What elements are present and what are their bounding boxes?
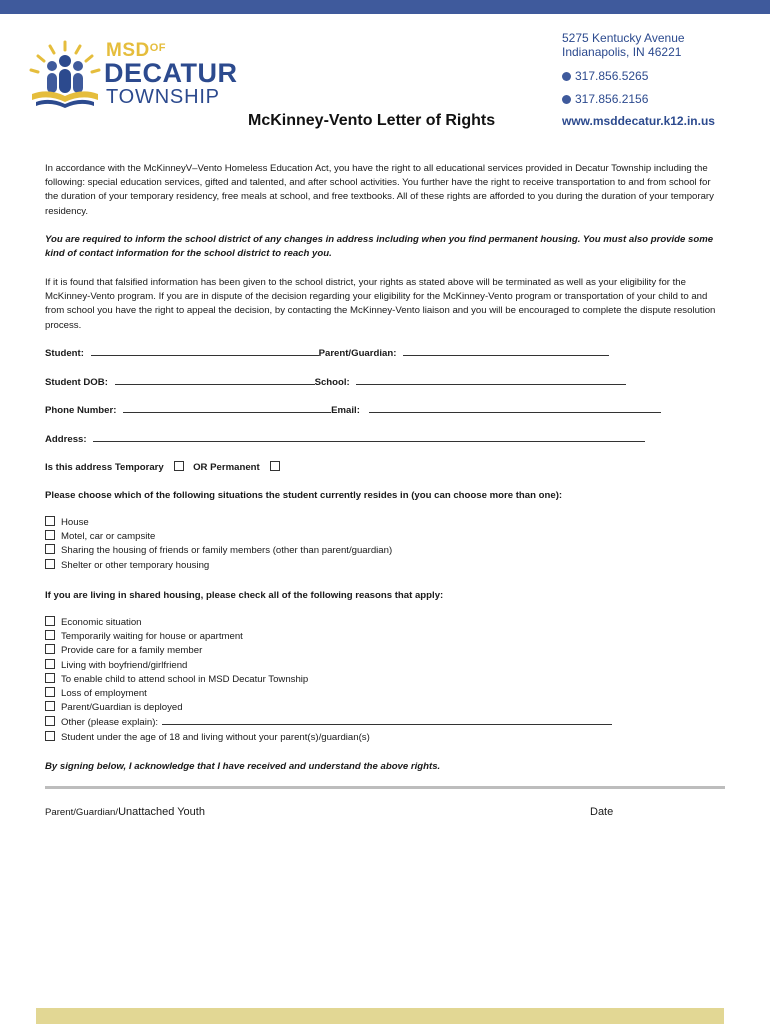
list-item[interactable]: Loss of employment [45, 687, 612, 701]
list-item[interactable]: Sharing the housing of friends or family members (other than parent/guardian) [45, 544, 392, 558]
address-line-1: 5275 Kentucky Avenue [562, 31, 685, 45]
list-item[interactable]: Provide care for a family member [45, 644, 612, 658]
student-label: Student: [45, 348, 84, 359]
list-item[interactable]: Other (please explain): [45, 715, 612, 730]
logo-township-text: TOWNSHIP [106, 86, 220, 108]
parent-guardian-input-line[interactable] [403, 346, 609, 356]
date-label: Date [590, 806, 614, 818]
email-label: Email: [331, 405, 360, 416]
situations-list [45, 516, 392, 573]
checkbox[interactable] [45, 687, 55, 697]
list-item[interactable]: Temporarily waiting for house or apartment [45, 630, 612, 644]
phone-number-input-line[interactable] [123, 403, 331, 413]
list-item[interactable]: Economic situation [45, 616, 612, 630]
checkbox[interactable] [45, 716, 55, 726]
acknowledgement-text: By signing below, I acknowledge that I have received and understand the above rights. [45, 761, 441, 772]
reasons-list [45, 616, 612, 745]
student-row [45, 346, 609, 359]
bottom-accent-bar [36, 1008, 724, 1024]
temporary-label: Is this address Temporary [45, 462, 164, 473]
list-item[interactable]: Living with boyfriend/girlfriend [45, 659, 612, 673]
logo-msd-text: $MSD^{OF}$ [106, 40, 167, 61]
address-type-row [45, 461, 280, 473]
checkbox[interactable] [45, 616, 55, 626]
notice-paragraph: You are required to inform the school district of any changes in address including when you find permanent housing. You must also provide some kind of contact information for the school district to reach you. [45, 234, 714, 260]
contact-address [562, 31, 685, 59]
document-title: McKinney-Vento Letter of Rights [248, 112, 496, 129]
student-input-line[interactable] [91, 346, 319, 356]
checkbox[interactable] [45, 559, 55, 569]
checkbox[interactable] [45, 530, 55, 540]
parent-guardian-label: Parent/Guardian: [318, 348, 397, 359]
school-input-line[interactable] [356, 375, 626, 385]
list-item[interactable]: To enable child to attend school in MSD Decatur Township [45, 673, 612, 687]
falsified-paragraph: If it is found that falsified information has been given to the school district, your rights as stated above will be terminated as well as your eligibility for the McKinney-Vento program. If you are in dispute of the decision regarding your eligibility for the McKinney-Vento program or transportation of your child to and from school you have the right to appeal the decision, by contacting the McKinney-Vento liaison and you will be encouraged to complete the dispute resolution process. [45, 277, 716, 331]
district-logo [26, 36, 256, 118]
list-item[interactable]: House [45, 516, 392, 530]
intro-paragraph: In accordance with the McKinneyV–Vento Homeless Education Act, you have the right to all educational services provided in Decatur Township including the following: special education services, gifted and talented, and after school activities. You further have the right to receive transportation to and from school for the duration of your temporary residency, free meals at school, and free textbooks. All of these rights are afforded to you during the duration of your temporary residency. [45, 163, 714, 217]
permanent-label: OR Permanent [193, 462, 260, 473]
fax-icon [562, 95, 571, 104]
address-line-2: Indianapolis, IN 46221 [562, 45, 682, 59]
situations-heading: Please choose which of the following situations the student currently resides in (you can choose more than one): [45, 490, 563, 501]
checkbox[interactable] [45, 544, 55, 554]
checkbox[interactable] [45, 644, 55, 654]
phone-email-row [45, 403, 661, 416]
checkbox[interactable] [45, 673, 55, 683]
signature-label: Parent/Guardian/Unattached Youth [45, 806, 205, 818]
list-item[interactable]: Shelter or other temporary housing [45, 559, 392, 573]
permanent-checkbox[interactable] [270, 461, 280, 471]
checkbox[interactable] [45, 659, 55, 669]
list-item[interactable]: Motel, car or campsite [45, 530, 392, 544]
fax-row [562, 92, 648, 106]
address-input-line[interactable] [93, 432, 645, 442]
student-dob-input-line[interactable] [115, 375, 315, 385]
phone-icon [562, 72, 571, 81]
fax-number: 317.856.2156 [575, 92, 649, 106]
top-accent-bar [0, 0, 770, 14]
school-label: School: [314, 377, 350, 388]
list-item[interactable]: Parent/Guardian is deployed [45, 701, 612, 715]
website-link[interactable]: www.msddecatur.k12.in.us [562, 114, 715, 128]
reasons-heading: If you are living in shared housing, please check all of the following reasons that apply: [45, 590, 444, 601]
signature-line[interactable] [45, 786, 725, 789]
student-dob-label: Student DOB: [45, 377, 108, 388]
other-explain-input-line[interactable] [162, 715, 612, 725]
checkbox[interactable] [45, 701, 55, 711]
checkbox[interactable] [45, 630, 55, 640]
district-emblem-icon [26, 36, 104, 116]
phone-row [562, 69, 648, 83]
address-row [45, 432, 645, 445]
checkbox[interactable] [45, 516, 55, 526]
temporary-checkbox[interactable] [174, 461, 184, 471]
dob-row [45, 375, 626, 388]
checkbox[interactable] [45, 731, 55, 741]
email-input-line[interactable] [369, 403, 661, 413]
list-item[interactable]: Student under the age of 18 and living without your parent(s)/guardian(s) [45, 731, 612, 745]
phone-number-label: Phone Number: [45, 405, 117, 416]
logo-decatur-text: DECATUR [104, 58, 238, 88]
phone-number: 317.856.5265 [575, 69, 649, 83]
address-label: Address: [45, 434, 87, 445]
